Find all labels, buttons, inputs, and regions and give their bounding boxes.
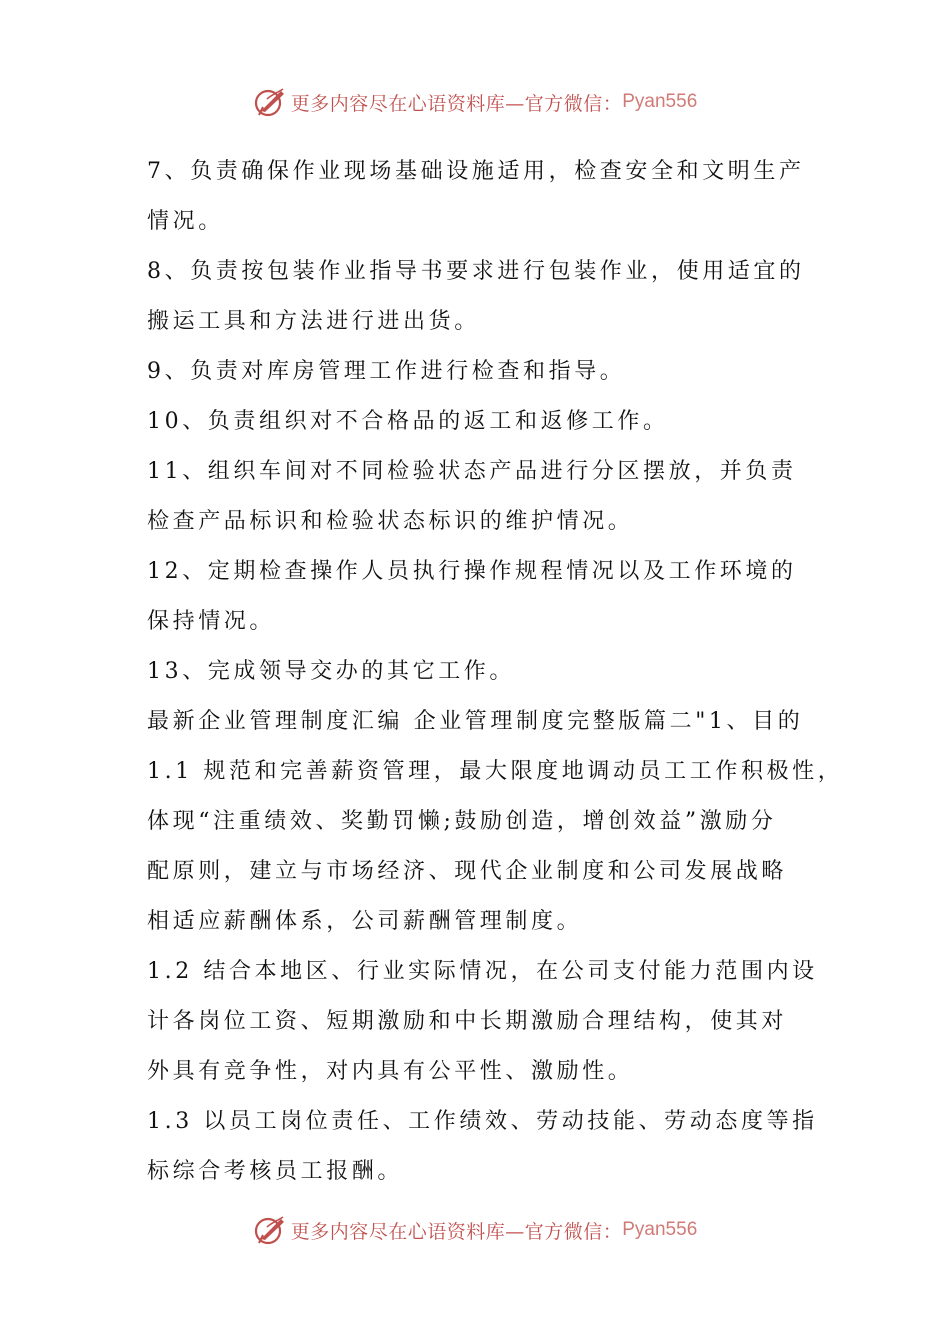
text-line: 7、负责确保作业现场基础设施适用，检查安全和文明生产 <box>147 159 805 184</box>
watermark-text: 更多内容尽在心语资料库—官方微信： <box>290 92 623 115</box>
text-line: 1.2 结合本地区、行业实际情况，在公司支付能力范围内设 <box>147 959 818 984</box>
text-line: 9、负责对库房管理工作进行检查和指导。 <box>147 359 626 384</box>
text-line: 8、负责按包装作业指导书要求进行包装作业，使用适宜的 <box>147 259 805 284</box>
text-line: 10、负责组织对不合格品的返工和返修工作。 <box>147 409 669 434</box>
quill-logo-icon <box>253 1213 287 1247</box>
watermark-text: 更多内容尽在心语资料库—官方微信： <box>290 1220 623 1243</box>
text-line: 保持情况。 <box>147 609 276 634</box>
watermark-wechat-id: Pyan556 <box>622 91 698 112</box>
text-line: 情况。 <box>147 209 224 234</box>
section-heading: 最新企业管理制度汇编 企业管理制度完整版篇二"1、目的 <box>147 709 804 734</box>
text-line: 标综合考核员工报酬。 <box>147 1159 404 1184</box>
text-line: 体现“注重绩效、奖勤罚懒;鼓励创造，增创效益”激励分 <box>147 809 777 834</box>
text-line: 配原则，建立与市场经济、现代企业制度和公司发展战略 <box>147 859 788 884</box>
text-line: 1.3 以员工岗位责任、工作绩效、劳动技能、劳动态度等指 <box>147 1109 818 1134</box>
watermark-header <box>0 82 950 122</box>
text-line: 相适应薪酬体系，公司薪酬管理制度。 <box>147 909 583 934</box>
text-line: 计各岗位工资、短期激励和中长期激励合理结构，使其对 <box>147 1009 788 1034</box>
text-line: 外具有竞争性，对内具有公平性、激励性。 <box>147 1059 634 1084</box>
watermark-footer <box>0 1210 950 1250</box>
text-line: 搬运工具和方法进行进出货。 <box>147 309 480 334</box>
text-line: 检查产品标识和检验状态标识的维护情况。 <box>147 509 634 534</box>
quill-logo-icon <box>253 85 287 119</box>
text-line: 13、完成领导交办的其它工作。 <box>147 659 515 684</box>
document-body <box>147 147 844 1197</box>
text-line: 1.1 规范和完善薪资管理，最大限度地调动员工工作积极性， <box>147 759 844 784</box>
text-line: 11、组织车间对不同检验状态产品进行分区摆放，并负责 <box>147 459 797 484</box>
watermark-wechat-id: Pyan556 <box>622 1219 698 1240</box>
text-line: 12、定期检查操作人员执行操作规程情况以及工作环境的 <box>147 559 797 584</box>
